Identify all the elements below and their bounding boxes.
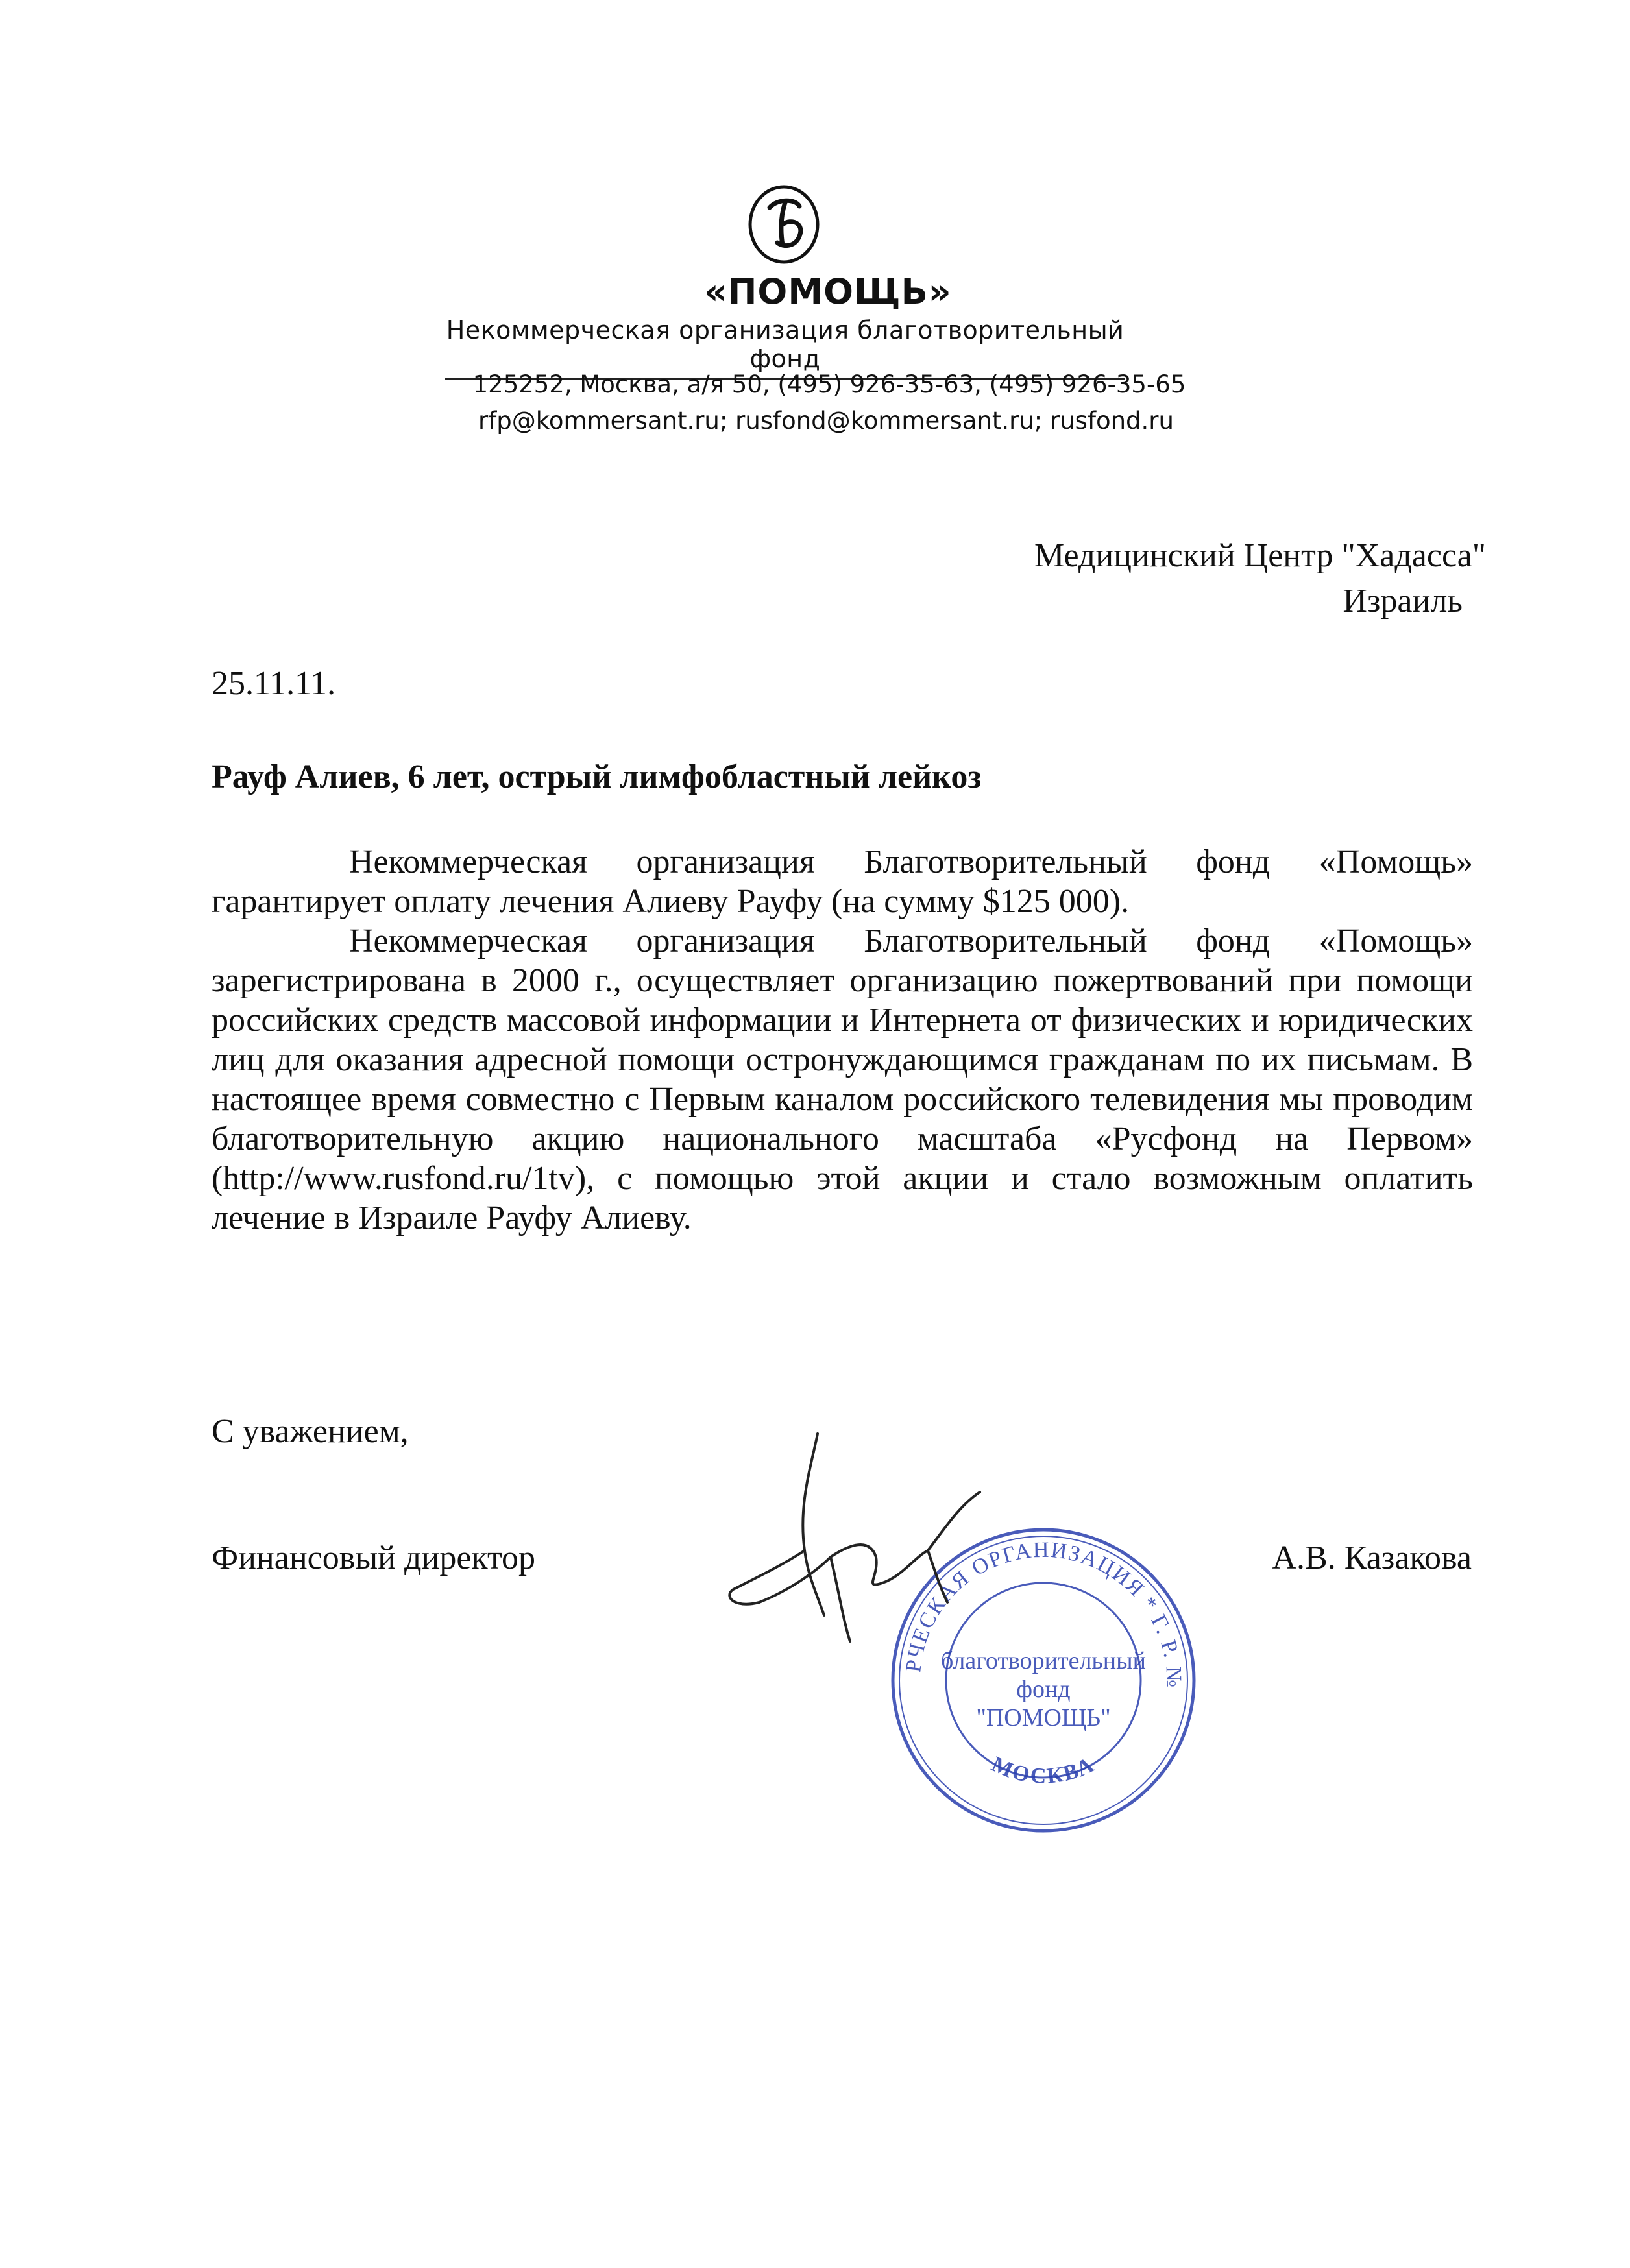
- org-name: «ПОМОЩЬ»: [704, 271, 952, 312]
- letter-date: 25.11.11.: [212, 665, 336, 702]
- recipient-name: Медицинский Центр "Хадасса": [1034, 537, 1486, 574]
- stamp-inner-line-1: благотворительный: [941, 1647, 1146, 1674]
- stamp-outer-text: РЧЕСКАЯ ОРГАНИЗАЦИЯ * Г. Р. №: [901, 1538, 1186, 1689]
- recipient-block: [1034, 533, 1486, 624]
- org-type: Некоммерческая организация благотворительный фонд: [445, 316, 1125, 380]
- stamp-inner-line-3: "ПОМОЩЬ": [976, 1704, 1111, 1731]
- body-paragraph-1: Некоммерческая организация Благотворительный фонд «Помощь» гарантирует оплату лечения Алиеву Рауфу (на сумму $125 000).: [212, 843, 1473, 920]
- recipient-country: Израиль: [1343, 583, 1463, 620]
- closing-text: С уважением,: [212, 1413, 409, 1450]
- signer-title: Финансовый директор: [212, 1539, 536, 1576]
- letter-subject: Рауф Алиев, 6 лет, острый лимфобластный лейкоз: [212, 758, 982, 795]
- signer-name: А.В. Казакова: [1272, 1539, 1472, 1576]
- stamp-city: МОСКВА: [988, 1752, 1099, 1789]
- body-paragraph-2: Некоммерческая организация Благотворительный фонд «Помощь» зарегистрирована в 2000 г., осуществляет организацию пожертвований при помощи российских средств массовой информации и Интернета от физических и юридических лиц для оказания адресной помощи остронуждающимся гражданам по их письмам. В настоящее время совместно с Первым каналом российского телевидения мы проводим благотворительную акцию национального масштаба «Русфонд на Первом» (http://www.rusfond.ru/1tv), с помощью этой акции и стало возможным оплатить лечение в Израиле Рауфу Алиеву.: [212, 923, 1473, 1237]
- org-contacts: rfp@kommersant.ru; rusfond@kommersant.ru; rusfond.ru: [478, 407, 1174, 435]
- svg-text:МОСКВА: [988, 1752, 1099, 1789]
- rusfond-logo-icon: [745, 183, 823, 266]
- handwritten-signature-icon: [720, 1427, 993, 1687]
- stamp-inner-line-2: фонд: [1016, 1676, 1071, 1703]
- org-address: 125252, Москва, а/я 50, (495) 926-35-63, (495) 926-35-65: [472, 370, 1186, 398]
- letter-body: [212, 842, 1473, 1238]
